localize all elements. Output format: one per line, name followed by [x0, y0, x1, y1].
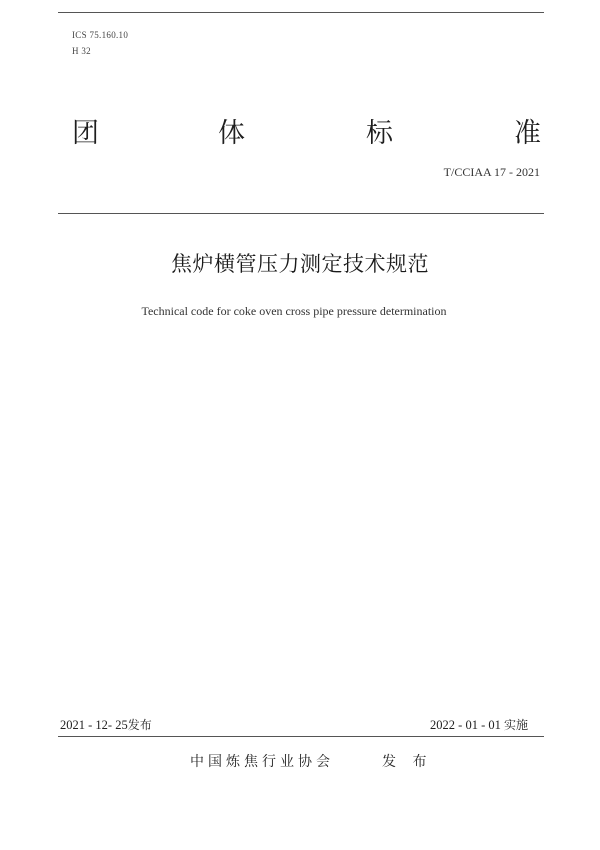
issue-date-line	[60, 717, 152, 733]
implementation-date: 2022 - 01 - 01	[430, 718, 501, 732]
standard-number: T/CCIAA 17 - 2021	[443, 165, 540, 179]
document-title-chinese: 焦炉横管压力测定技术规范	[171, 252, 429, 276]
implementation-date-line	[430, 717, 528, 733]
header-divider-rule	[58, 213, 544, 214]
ics-code: ICS 75.160.10	[72, 30, 129, 40]
standard-type-char-3: 标	[366, 118, 393, 149]
standard-type-char-4: 准	[514, 118, 541, 149]
bottom-rule	[58, 736, 544, 737]
standard-type-char-1: 团	[72, 118, 99, 149]
publisher-label: 发 布	[382, 754, 433, 770]
implementation-label: 实施	[503, 718, 528, 732]
issue-date: 2021 - 12- 25	[60, 718, 128, 732]
document-title-english: Technical code for coke oven cross pipe pressure determination	[141, 304, 447, 318]
standard-type-char-2: 体	[218, 118, 245, 149]
top-rule	[58, 12, 544, 13]
publisher-name: 中国炼焦行业协会	[190, 754, 334, 770]
issue-label: 发布	[127, 718, 152, 732]
ccs-code: H 32	[72, 46, 91, 56]
